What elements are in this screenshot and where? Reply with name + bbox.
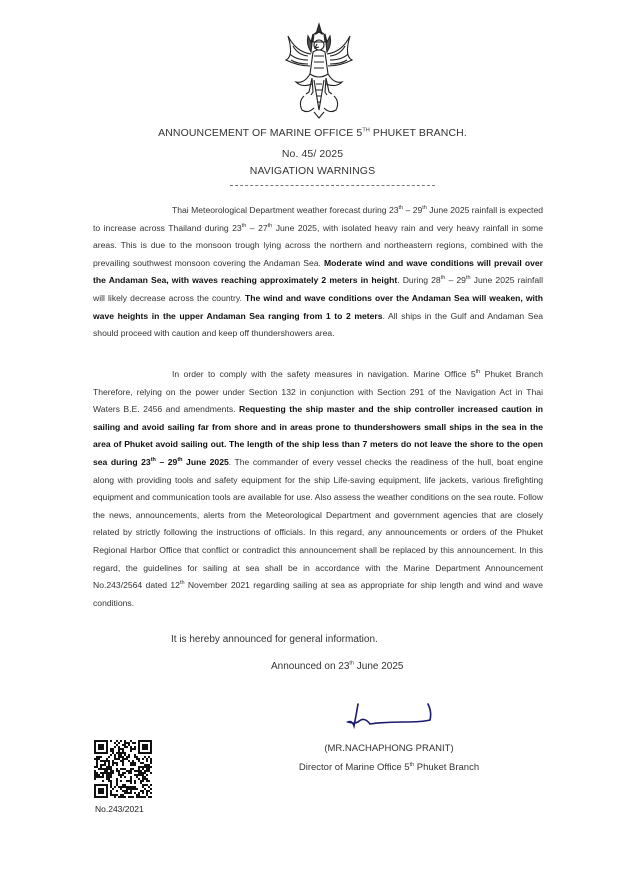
announcement-number: No. 45/ 2025 (281, 148, 344, 160)
safety-measures-paragraph: In order to comply with the safety measures in navigation. Marine Office 5th Phuket Branch Therefore, relying on the power under Section 132 in conjunction with Section 291 of the Navigation Act in Thai Waters B.E. 2456 and amendments. Requesting the ship master and the ship controller increased caution in sailing and avoid sailing far from shore and in areas prone to thundershowers small ships in the sea in the area of Phuket avoid sailing out. The length of the ship less than 7 meters do not leave the shore to the open sea during 23th – 29th June 2025. The commander of every vessel checks the readiness of the hull, boat engine along with providing tools and safety equipment for the ship Life-saving equipment, life jackets, various firefighting equipment and communication tools are available for use. Also assess the weather conditions on the sea route. Follow the news, announcements, alerts from the Meteorological Department and government agencies that are closely related by strictly following the instructions of officials. In this regard, any announcements or orders of the Phuket Regional Harbor Office that conflict or contradict this announcement shall be replaced by this announcement. In this regard, the guidelines for sailing at sea shall be in accordance with the Marine Department Announcement No.243/2564 dated 12th November 2021 regarding sailing at sea as appropriate for ship length and wind and wave conditions. (93, 369, 544, 608)
signatory-name: (MR.NACHAPHONG PRANIT) (324, 743, 454, 754)
qr-code[interactable] (94, 740, 152, 798)
dashed-divider (230, 185, 435, 186)
qr-reference-number: No.243/2021 (95, 804, 144, 814)
announcement-date: Announced on 23th June 2025 (271, 660, 404, 672)
signatory-title: Director of Marine Office 5th Phuket Branch (298, 761, 480, 773)
garuda-emblem (284, 22, 354, 120)
weather-forecast-paragraph: Thai Meteorological Department weather forecast during 23th – 29th June 2025 rainfall is expected to increase across Thailand during 23th – 27th June 2025, with isolated heavy rain and very heavy rainfall in some areas. This is due to the monsoon trough lying across the northern and northeastern regions, combined with the prevailing southwest monsoon covering the Andaman Sea. Moderate wind and wave conditions will prevail over the Andaman Sea, with waves reaching approximately 2 meters in height. During 28th – 29th June 2025 rainfall will likely decrease across the country. The wind and wave conditions over the Andaman Sea will weaken, with wave heights in the upper Andaman Sea ranging from 1 to 2 meters. All ships in the Gulf and Andaman Sea should proceed with caution and keep off thundershowers area. (93, 205, 544, 339)
announcement-heading: ANNOUNCEMENT OF MARINE OFFICE 5TH PHUKET BRANCH. (158, 127, 467, 139)
director-signature (344, 700, 436, 732)
announcement-title: NAVIGATION WARNINGS (249, 165, 376, 177)
closing-statement: It is hereby announced for general information. (171, 634, 378, 645)
